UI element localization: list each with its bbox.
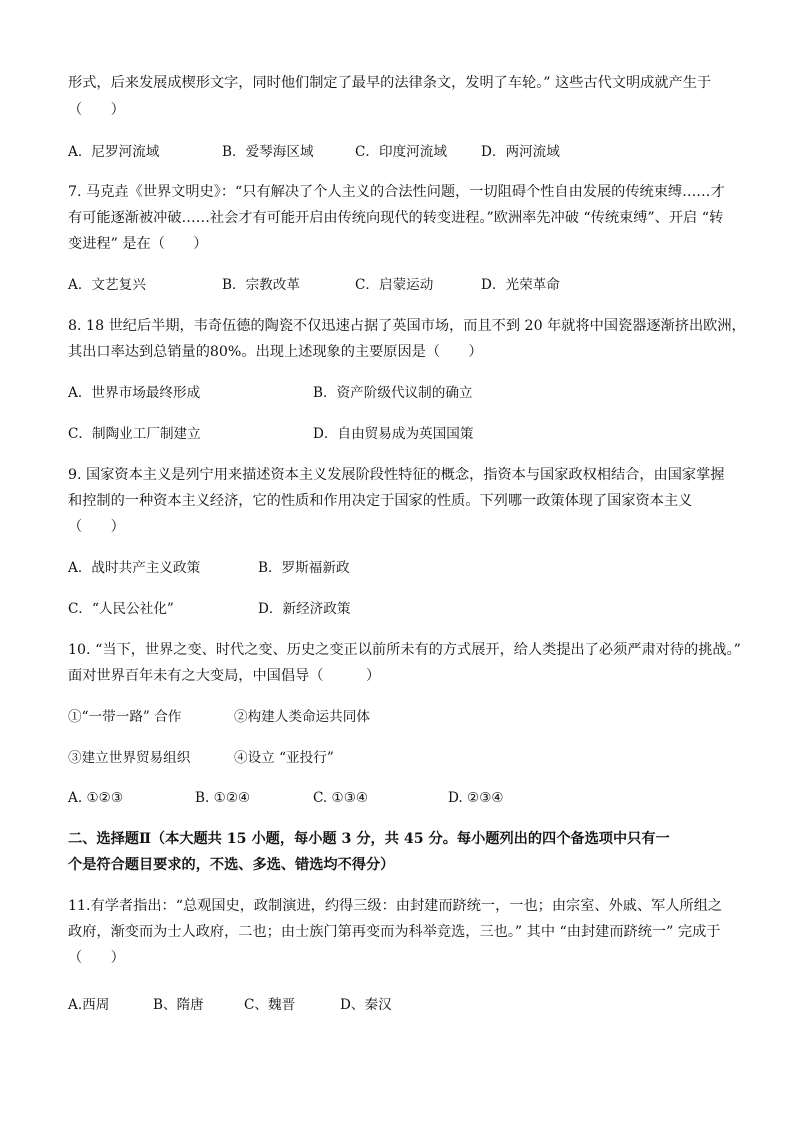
- q7-line-2: 有可能逐渐被冲破……社会才有可能开启由传统向现代的转变进程。”欧洲率先冲破 “传统束缚”、开启 “转: [68, 210, 724, 226]
- q11-option-c: C、魏晋: [244, 997, 296, 1013]
- q10-line-2: 面对世界百年未有之大变局，中国倡导（ ）: [68, 668, 381, 684]
- q6-option-c: C．印度河流域: [355, 144, 447, 160]
- q9-option-d: D．新经济政策: [258, 601, 351, 617]
- q11-option-d: D、秦汉: [340, 997, 392, 1013]
- q7-line-3: 变进程” 是在（ ）: [68, 236, 208, 252]
- q6-option-a: A．尼罗河流域: [68, 144, 160, 160]
- q6-option-d: D．两河流域: [481, 144, 560, 160]
- q11-option-a: A.西周: [68, 997, 110, 1013]
- q10-option-c: C. ①③④: [313, 790, 369, 806]
- q9-line-3: （ ）: [68, 519, 125, 535]
- q8-line-1: 8. 18 世纪后半期，韦奇伍德的陶瓷不仅迅速占据了英国市场，而且不到 20 年就将中国瓷器逐渐挤出欧洲，: [68, 318, 746, 334]
- q10-item-2: ②构建人类命运共同体: [234, 709, 370, 725]
- q8-line-2: 其出口率达到总销量的80%。出现上述现象的主要原因是（ ）: [68, 344, 483, 360]
- q7-option-b: B．宗教改革: [222, 277, 300, 293]
- q6-option-b: B．爱琴海区域: [222, 144, 314, 160]
- q10-option-a: A. ①②③: [68, 790, 124, 806]
- q7-option-d: D．光荣革命: [481, 277, 560, 293]
- q9-option-a: A．战时共产主义政策: [68, 560, 201, 576]
- q10-item-3: ③建立世界贸易组织: [68, 750, 191, 766]
- q11-option-b: B、隋唐: [153, 997, 204, 1013]
- q7-line-1: 7. 马克垚《世界文明史》：“只有解决了个人主义的合法性问题，一切阻碍个性自由发展的传统束缚……才: [68, 184, 725, 200]
- q10-item-4: ④设立 “亚投行”: [234, 750, 334, 766]
- q10-option-b: B. ①②④: [195, 790, 251, 806]
- q8-option-a: A．世界市场最终形成: [68, 385, 201, 401]
- q11-line-3: （ ）: [68, 950, 125, 966]
- q8-option-c: C．制陶业工厂制建立: [68, 426, 201, 442]
- q10-option-d: D. ②③④: [448, 790, 504, 806]
- q7-option-a: A．文艺复兴: [68, 277, 146, 293]
- q9-line-2: 和控制的一种资本主义经济，它的性质和作用决定于国家的性质。下列哪一政策体现了国家资本主义: [68, 493, 693, 509]
- q9-option-c: C．“人民公社化”: [68, 601, 174, 617]
- q10-item-1: ①“一带一路” 合作: [68, 709, 182, 725]
- section-2-heading-line-2: 个是符合题目要求的，不选、多选、错选均不得分）: [68, 857, 395, 873]
- q6-line-1: 形式，后来发展成楔形文字，同时他们制定了最早的法律条文，发明了车轮。” 这些古代文明成就产生于: [68, 75, 712, 91]
- q7-option-c: C．启蒙运动: [355, 277, 434, 293]
- q8-option-b: B．资产阶级代议制的确立: [313, 385, 473, 401]
- q11-line-2: 政府，渐变而为士人政府，二也；由士族门第再变而为科举竞选，三也。” 其中 “由封建而跻统一” 完成于: [68, 924, 721, 940]
- section-2-heading-line-1: 二、选择题Ⅱ（本大题共 15 小题，每小题 3 分，共 45 分。每小题列出的四个备选项中只有一: [68, 831, 670, 847]
- q10-line-1: 10. “当下，世界之变、时代之变、历史之变正以前所未有的方式展开，给人类提出了必须严肃对待的挑战。”: [68, 642, 741, 658]
- q6-line-2: （ ）: [68, 102, 125, 118]
- q9-line-1: 9. 国家资本主义是列宁用来描述资本主义发展阶段性特征的概念，指资本与国家政权相结合，由国家掌握: [68, 467, 725, 483]
- q11-line-1: 11.有学者指出：“总观国史，政制演进，约得三级：由封建而跻统一，一也；由宗室、外戚、军人所组之: [68, 898, 723, 914]
- q8-option-d: D．自由贸易成为英国国策: [313, 426, 474, 442]
- q9-option-b: B．罗斯福新政: [258, 560, 350, 576]
